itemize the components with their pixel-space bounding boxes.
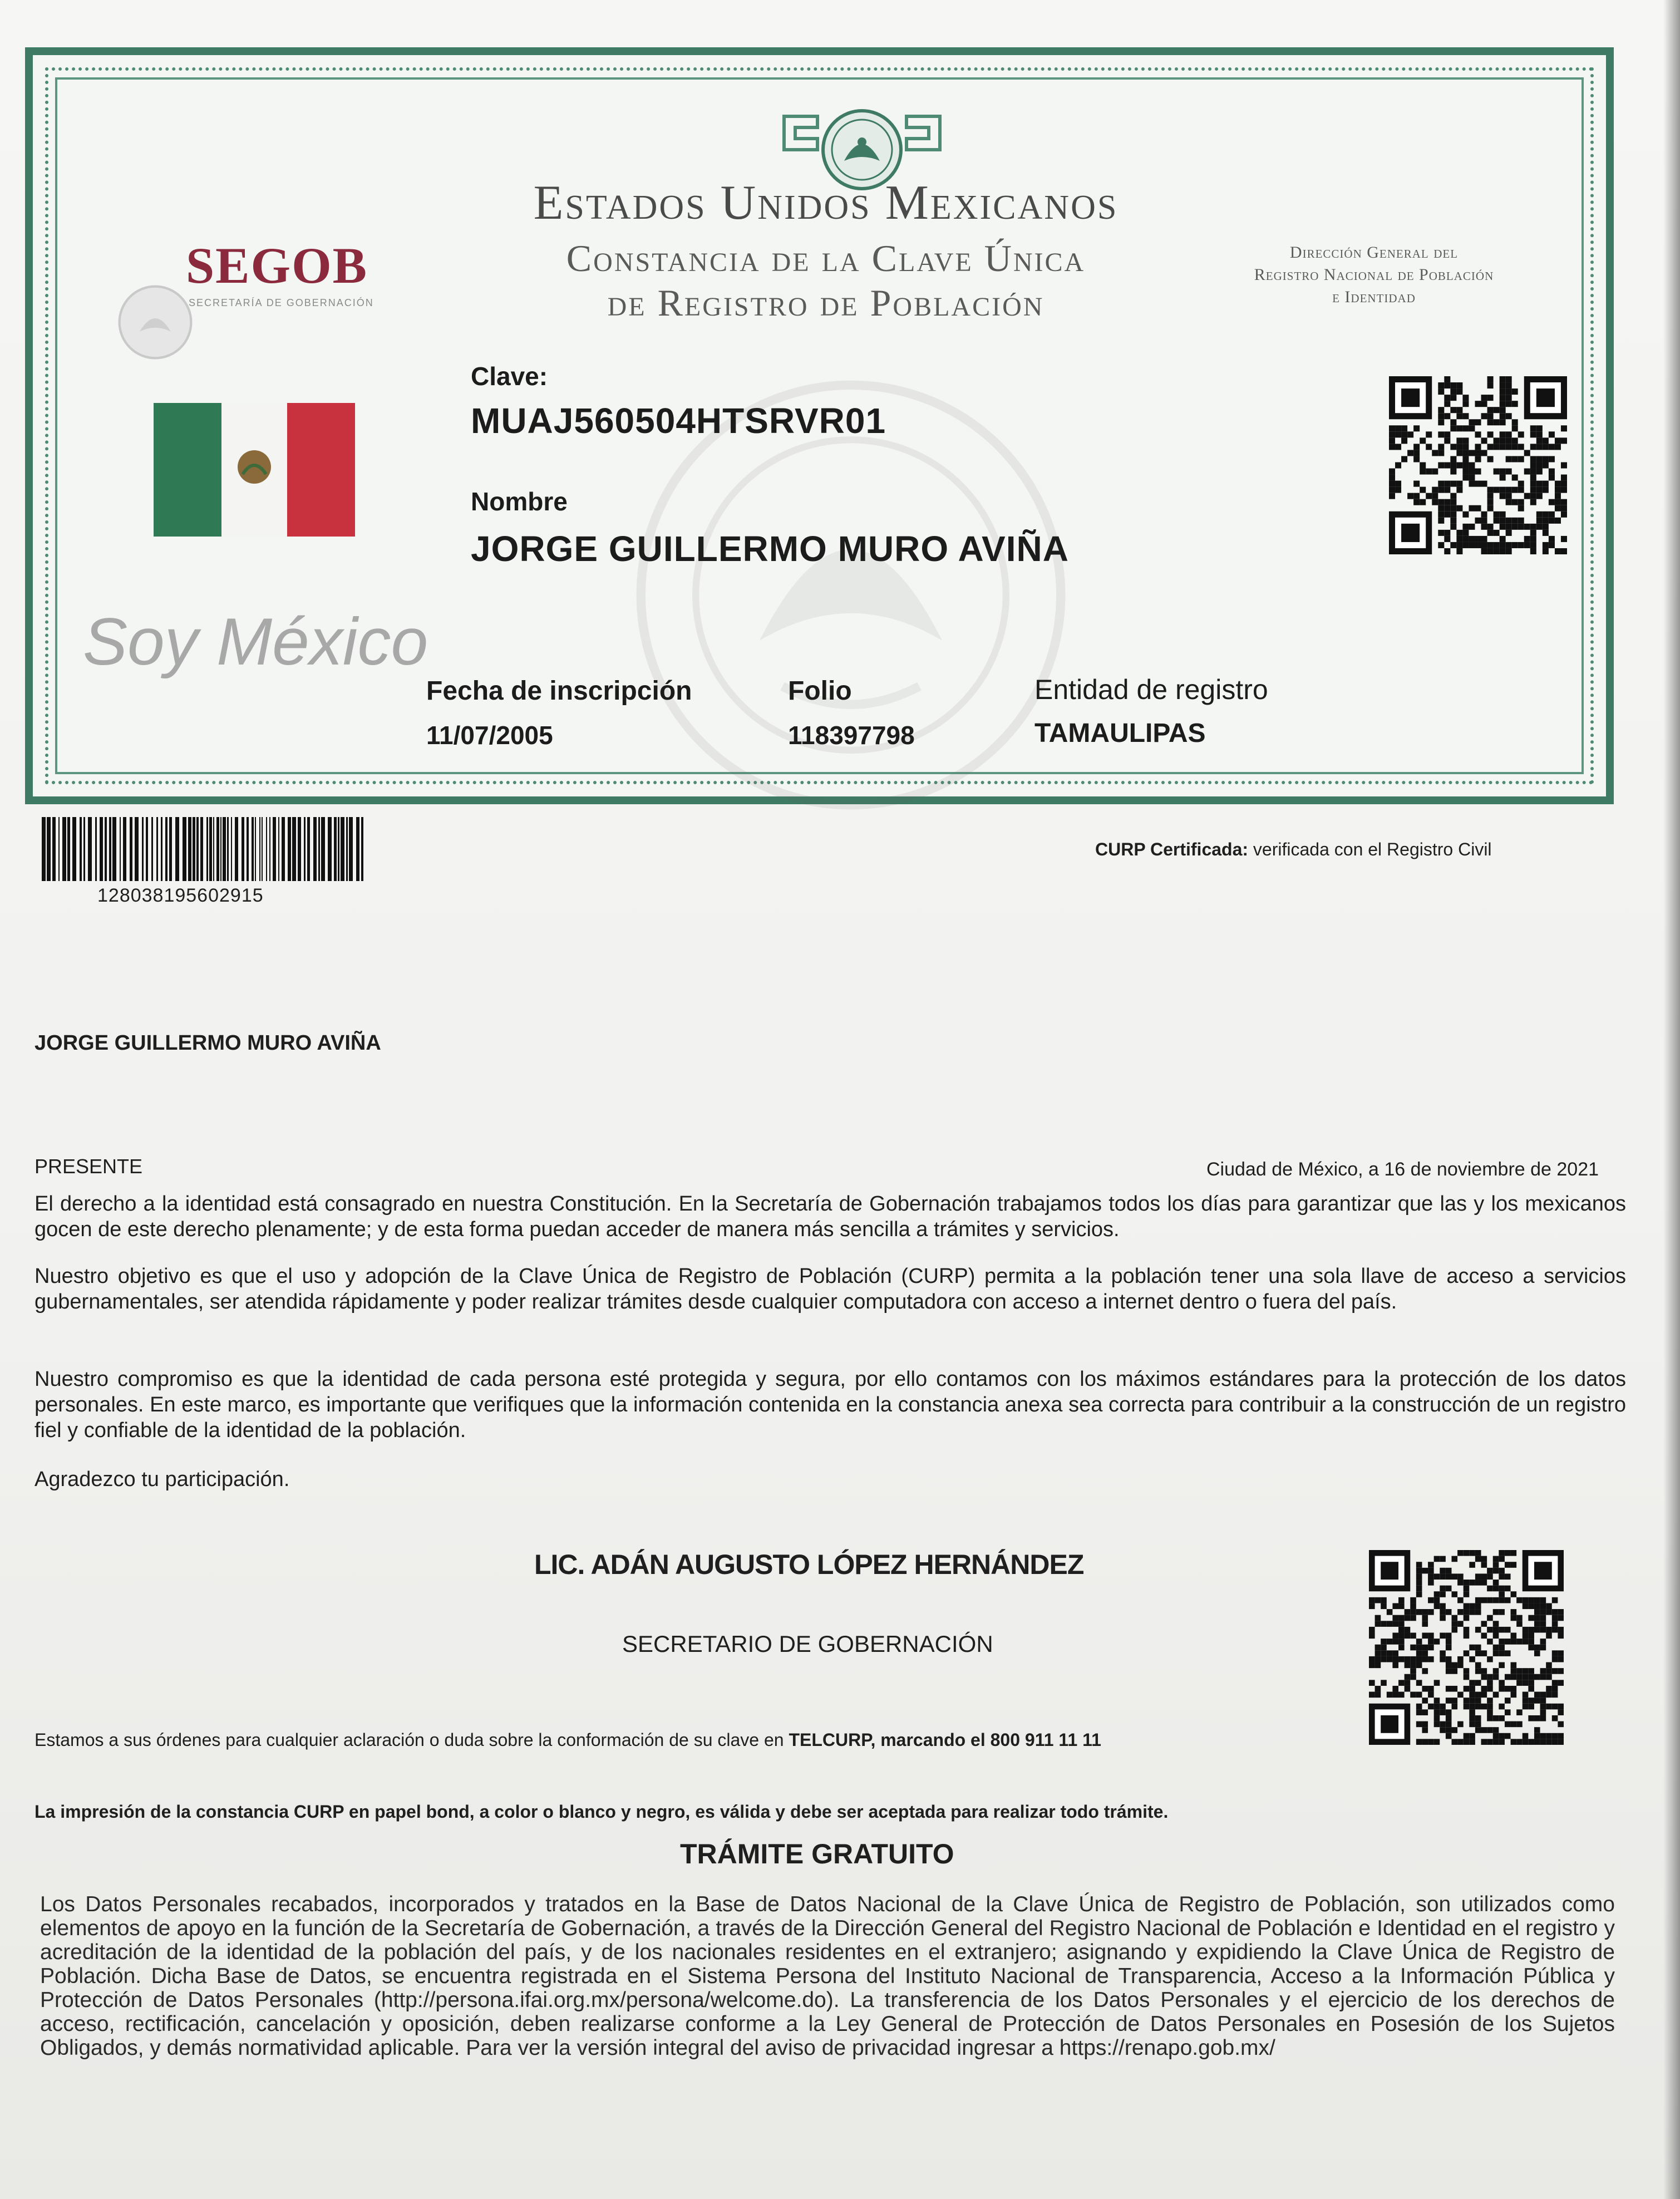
barcode-icon — [42, 817, 364, 881]
dgr-line-2: Registro Nacional de Población — [1254, 265, 1494, 284]
letter-paragraph-3: Nuestro compromiso es que la identidad de cada persona esté protegida y segura, por ello contamos con los máximos estándares para la protección de los datos personales. En este marco, es importante que verifiques que la información contenida en la constancia anexa sea correcta para contribuir a la construcción de un registro fiel y confiable de la identidad de la población. — [35, 1367, 1626, 1442]
barcode-number: 128038195602915 — [97, 885, 264, 906]
curp-certificate — [25, 47, 1614, 804]
curp-certificada-label: CURP Certificada: — [1095, 839, 1249, 859]
mexico-flag-icon — [154, 403, 355, 537]
letter-paragraph-4: Agradezco tu participación. — [35, 1468, 290, 1491]
letter-paragraph-1: El derecho a la identidad está consagrado en nuestra Constitución. En la Secretaría de Gobernación trabajamos todos los días para garantizar que las y los mexicanos gocen de este derecho plenamente; y de esta forma puedan acceder de manera más sencilla a trámites y servicios. — [35, 1192, 1626, 1241]
letter-paragraph-2: Nuestro objetivo es que el uso y adopción de la Clave Única de Registro de Población (CURP) permita a la población tener una sola llave de acceso a servicios gubernamentales, ser atendida rápidamente y poder realizar trámites desde cualquier computadora con acceso a internet dentro o fuera del país. — [35, 1265, 1626, 1314]
qr-code-icon — [1389, 376, 1567, 554]
dgr-line-1: Dirección General del — [1289, 243, 1459, 262]
qr-code-2-icon — [1369, 1550, 1564, 1745]
dgr-line-3: e Identidad — [1332, 288, 1416, 306]
telcurp-number: TELCURP, marcando el 800 911 11 11 — [789, 1730, 1101, 1750]
presente-label: PRESENTE — [35, 1155, 143, 1178]
entidad-value: TAMAULIPAS — [1034, 719, 1206, 748]
clave-value: MUAJ560504HTSRVR01 — [471, 401, 886, 441]
signer-position: SECRETARIO DE GOBERNACIÓN — [622, 1631, 993, 1657]
segob-subtitle: SECRETARÍA DE GOBERNACIÓN — [189, 297, 374, 308]
document-title: Estados Unidos Mexicanos — [533, 176, 1119, 230]
privacy-notice: Los Datos Personales recabados, incorporados y tratados en la Base de Datos Nacional de la Clave Única de Registro de Población, son utilizados como elementos de apoyo en la función de la Secretaría de Gobernación, a través de la Dirección General del Registro Nacional de Población e Identidad en el registro y acreditación de la identidad de la población del país, y de los nacionales residentes en el extranjero; asignando y expidiendo la Clave Única de Registro de Población. Dicha Base de Datos, se encuentra registrada en el Sistema Persona del Instituto Nacional de Transparencia, Acceso a la Información Pública y Protección de Datos Personales (http://persona.ifai.org.mx/persona/welcome.do). La transferencia de los Datos Personales y el ejercicio de los derechos de acceso, rectificación, cancelación y oposición, deben realizarse conforme a la Ley General de Protección de Datos Personales en Posesión de los Sujetos Obligados, y demás normatividad aplicable. Para ver la versión integral del aviso de privacidad ingresar a https://renapo.gob.mx/ — [40, 1892, 1615, 2060]
clave-label: Clave: — [471, 362, 548, 391]
folio-label: Folio — [788, 676, 852, 706]
telcurp-note — [35, 1730, 1101, 1750]
segob-seal-icon — [116, 283, 194, 361]
tramite-gratuito: TRÁMITE GRATUITO — [680, 1838, 954, 1870]
nombre-label: Nombre — [471, 487, 568, 516]
place-date: Ciudad de México, a 16 de noviembre de 2021 — [1206, 1159, 1599, 1180]
paper-edge-shadow — [1663, 0, 1680, 2199]
fecha-inscripcion-label: Fecha de inscripción — [426, 676, 692, 706]
telcurp-text: Estamos a sus órdenes para cualquier aclaración o duda sobre la conformación de su clave en — [35, 1730, 789, 1750]
nombre-value: JORGE GUILLERMO MURO AVIÑA — [471, 529, 1069, 569]
fecha-inscripcion-value: 11/07/2005 — [426, 721, 553, 750]
soy-mexico-slogan: Soy México — [83, 604, 428, 679]
addressee-name: JORGE GUILLERMO MURO AVIÑA — [35, 1031, 381, 1055]
curp-certificada-note — [1095, 839, 1492, 860]
folio-value: 118397798 — [788, 721, 915, 750]
impresion-note: La impresión de la constancia CURP en papel bond, a color o blanco y negro, es válida y debe ser aceptada para realizar todo trámite. — [35, 1802, 1169, 1822]
segob-logo-text: SEGOB — [186, 237, 368, 294]
document-subtitle — [470, 236, 1182, 325]
subtitle-line-1: Constancia de la Clave Única — [566, 237, 1086, 279]
signer-name: LIC. ADÁN AUGUSTO LÓPEZ HERNÁNDEZ — [534, 1549, 1084, 1580]
curp-certificada-text: verificada con el Registro Civil — [1248, 839, 1492, 859]
dgrnpi-header — [1204, 242, 1544, 308]
subtitle-line-2: de Registro de Población — [607, 282, 1045, 324]
entidad-label: Entidad de registro — [1034, 674, 1268, 705]
